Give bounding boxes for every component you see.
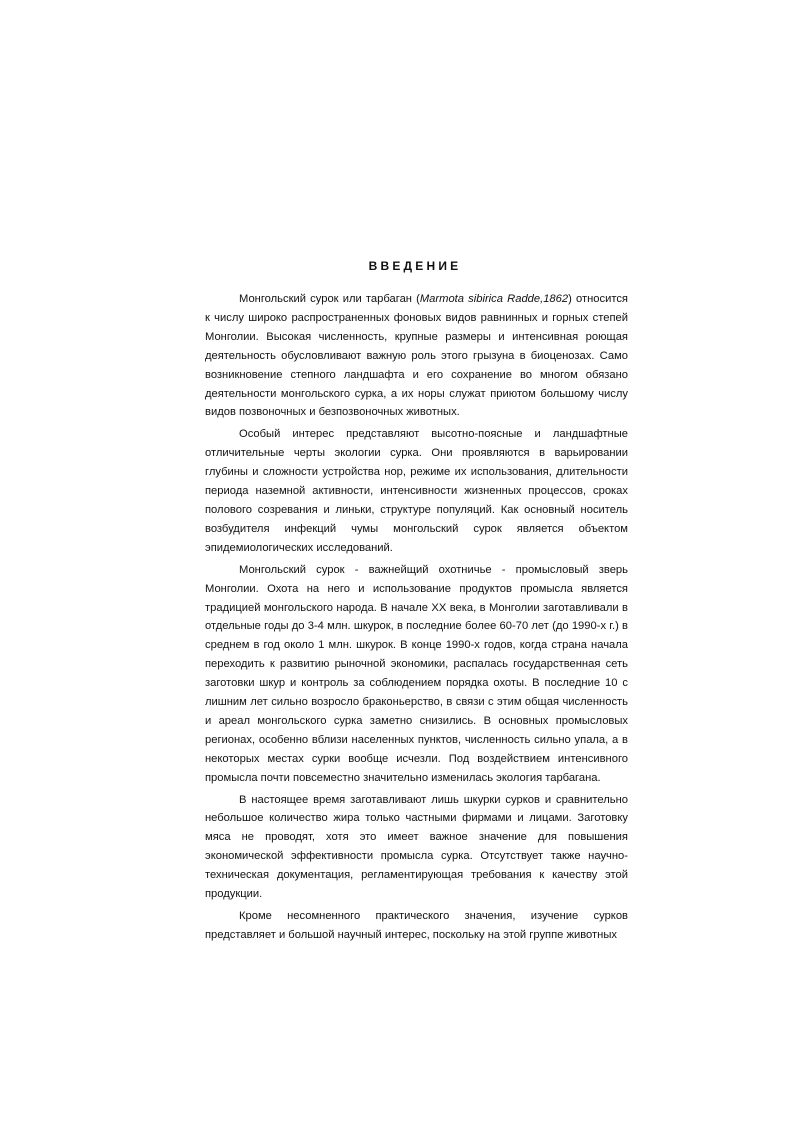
paragraph-intro <box>205 290 628 422</box>
paragraph-ecology: Особый интерес представляют высотно-поясные и ландшафтные отличительные черты экологии сурка. Они проявляются в варьировании глубины и сложности устройства нор, режиме их использования, длительности периода наземной активности, интенсивности жизненных процессов, сроках полового созревания и линьки, структуре популяций. Как основный носитель возбудителя инфекций чумы монгольский сурок является объектом эпидемиологических исследований. <box>205 428 628 554</box>
body-text <box>205 290 628 945</box>
paragraph-intro-text: ) относится к числу широко распространенных фоновых видов равнинных и горных степей Монголии. Высокая численность, крупные размеры и интенсивная роющая деятельность обусловливают важную роль этого грызуна в биоценозах. Само возникновение степного ландшафта и его сохранение во многом обязано деятельности монгольского сурка, а их норы служат приютом большому числу видов позвоночных и безпозвоночных животных. <box>205 293 628 419</box>
paragraph-current-harvest: В настоящее время заготавливают лишь шкурки сурков и сравнительно небольшое количество жира только частными фирмами и лицами. Заготовку мяса не проводят, хотя это имеет важное значение для повышения экономической эффективности промысла сурка. Отсутствует также научно-техническая документация, регламентирующая требования к качеству этой продукции. <box>205 793 628 901</box>
paragraph-scientific-interest: Кроме несомненного практического значения, изучение сурков представляет и большой научный интерес, поскольку на этой группе животных <box>205 910 628 941</box>
paragraph-hunting: Монгольский сурок - важнейщий охотничье - промысловый зверь Монголии. Охота на него и использование продуктов промысла является традицией монгольского народа. В начале XX века, в Монголии заготавливали в отдельные годы до 3-4 млн. шкурок, в последние более 60-70 лет (до 1990-х г.) в среднем в год около 1 млн. шкурок. В конце 1990-х годов, когда страна начала переходить к развитию рыночной экономики, распалась государственная сеть заготовки шкур и контроль за соблюдением порядка охоты. В последние 10 с лишним лет сильно возросло браконьерство, в связи с этим общая численность и ареал монгольского сурка заметно снизились. В основных промысловых регионах, особенно вблизи населенных пунктов, численность сильно упала, а в некоторых местах сурки вообще исчезли. Под воздействием интенсивного промысла почти повсеместно значительно изменилась экология тарбагана. <box>205 563 628 784</box>
page-title: ВВЕДЕНИЕ <box>368 259 462 273</box>
paragraph-intro-lead: Монгольский сурок или тарбаган ( <box>239 293 420 305</box>
species-name: Marmota sibirica Radde,1862 <box>419 293 569 305</box>
